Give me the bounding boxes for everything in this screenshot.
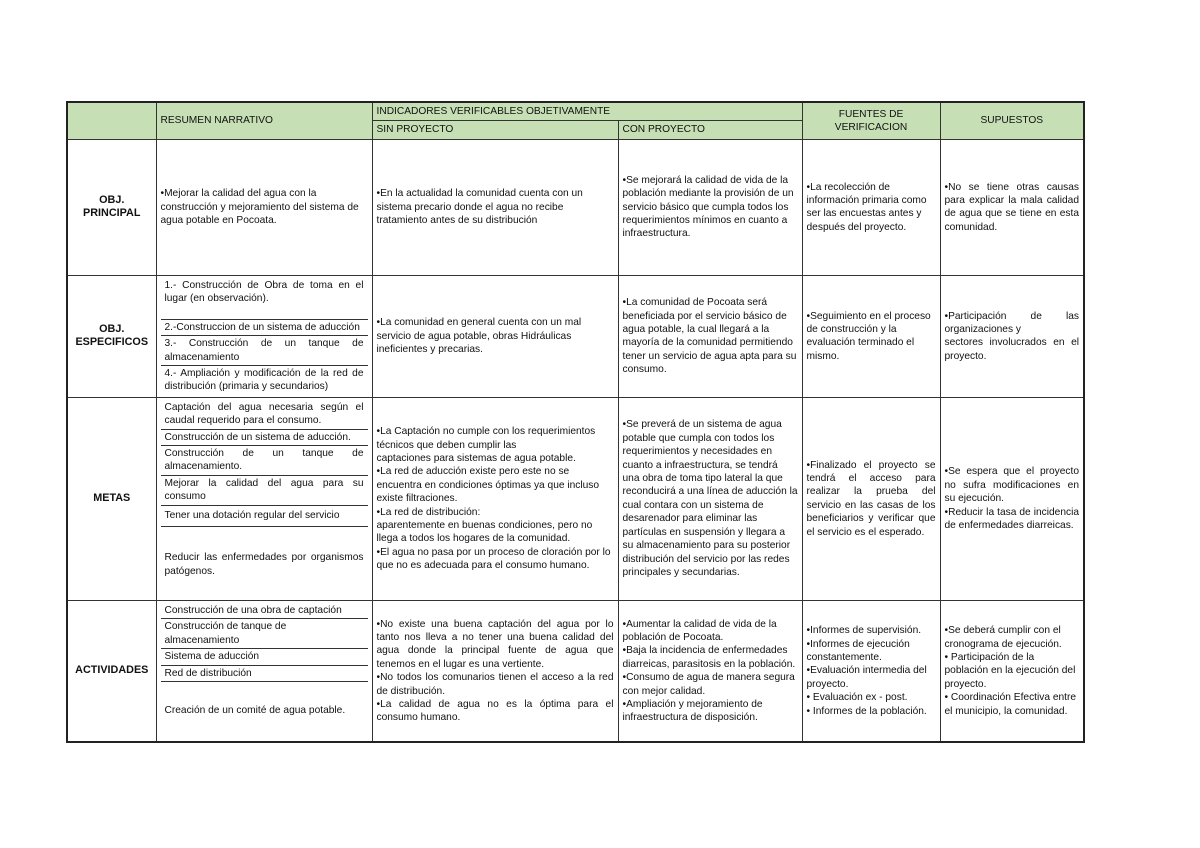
text-line: •No existe una buena captación del agua por lo tanto nos lleva a no tener una buena calidad del agua donde la principal fuente de agua que tenemos en el lugar es una vertiente. bbox=[376, 618, 614, 670]
text-line: •Se espera que el proyecto no sufra modificaciones en su ejecución. bbox=[944, 466, 1080, 505]
list-item: Captación del agua necesaria según el caudal requerido para el consumo. bbox=[161, 400, 368, 430]
text-line: • Informes de la población. bbox=[806, 705, 927, 717]
cell-metas-sin bbox=[372, 397, 618, 600]
list-item: Construcción de tanque de almacenamiento bbox=[161, 619, 368, 649]
text-line: •La Captación no cumple con los requerimientos técnicos que deben cumplir las bbox=[376, 426, 596, 451]
list-item: Construcción de un sistema de aducción. bbox=[161, 430, 368, 446]
text-line: una obra de toma tipo lateral la que reconducirá a una línea de aducción la cual contara con un sistema de desarenador para eliminar las partículas en suspensión y llegara a su almacenamiento para su posterior distribución del servicio por las redes principales y secundarias. bbox=[622, 473, 798, 578]
list-item: 1.- Construcción de Obra de toma en el lugar (en observación). bbox=[161, 278, 368, 320]
list-item: 4.- Ampliación y modificación de la red de distribución (primaria y secundarios) bbox=[164, 368, 364, 393]
list-item: Tener una dotación regular del servicio bbox=[161, 506, 368, 527]
text-line: •Se deberá cumplir con el cronograma de ejecución. bbox=[944, 625, 1062, 650]
row-label-obj-especificos bbox=[67, 275, 156, 397]
list-item: Red de distribución bbox=[161, 666, 368, 682]
row-metas bbox=[67, 397, 1084, 600]
row-label-line: ESPECIFICOS bbox=[75, 336, 149, 349]
text-line: •Participación de las organizaciones y bbox=[944, 310, 1080, 335]
row-actividades bbox=[67, 600, 1084, 742]
cell-actividades-fuentes bbox=[802, 600, 940, 742]
cell-principal-supuestos: •No se tiene otras causas para explicar la mala calidad de agua que se tiene en esta comunidad. bbox=[940, 139, 1084, 275]
text-line: •Informes de ejecución constantemente. bbox=[806, 638, 910, 664]
row-label-line: OBJ. bbox=[99, 322, 125, 335]
text-line: •El agua no pasa por un proceso de cloración por lo que no es adecuada para el consumo humano. bbox=[376, 546, 611, 572]
text-line: •Reducir la tasa de incidencia de enfermedades diarreicas. bbox=[944, 506, 1080, 531]
text-line: •La red de aducción existe pero este no se encuentra en condiciones óptimas ya que incluso existe filtraciones. bbox=[376, 466, 600, 505]
text-line: •Aumentar la calidad de vida de la población de Pocoata. bbox=[622, 618, 777, 643]
list-item: Sistema de aducción bbox=[161, 649, 368, 665]
cell-principal-sin: •En la actualidad la comunidad cuenta con un sistema precario donde el agua no recibe tratamiento antes de su distribución bbox=[372, 139, 618, 275]
row-label-obj-principal: OBJ. PRINCIPAL bbox=[67, 139, 156, 275]
cell-especificos-fuentes: •Seguimiento en el proceso de construcción y la evaluación terminado el mismo. bbox=[802, 275, 940, 397]
list-item: Construcción de una obra de captación bbox=[161, 603, 368, 619]
text-line: •La red de distribución: bbox=[376, 506, 481, 518]
text-line: •Se preverá de un sistema de agua potable que cumpla con todos los requerimientos y necesidades en cuanto a infraestructura, se tendrá bbox=[622, 419, 782, 471]
cell-especificos-con: •La comunidad de Pocoata será beneficiada por el servicio básico de agua potable, la cual llegará a la mayoría de la comunidad permitiendo tener un servicio de agua apta para su consumo. bbox=[618, 275, 802, 397]
cell-principal-resumen: •Mejorar la calidad del agua con la construcción y mejoramiento del sistema de agua potable en Pocoata. bbox=[156, 139, 372, 275]
cell-actividades-resumen bbox=[156, 600, 372, 742]
cell-principal-fuentes: •La recolección de información primaria como ser las encuestas antes y después del proyecto. bbox=[802, 139, 940, 275]
header-sin-proyecto: SIN PROYECTO bbox=[372, 121, 618, 139]
cell-metas-resumen bbox=[156, 397, 372, 600]
text-line: •Ampliación y mejoramiento de infraestructura de disposición. bbox=[622, 698, 763, 724]
text-line: •Evaluación intermedia del proyecto. bbox=[806, 665, 927, 690]
header-supuestos: SUPUESTOS bbox=[940, 102, 1084, 139]
header-indicadores: INDICADORES VERIFICABLES OBJETIVAMENTE bbox=[372, 102, 802, 121]
cell-especificos-sin: •La comunidad en general cuenta con un mal servicio de agua potable, obras Hidráulicas ineficientes y precarias. bbox=[372, 275, 618, 397]
list-item: 3.- Construcción de un tanque de almacenamiento bbox=[161, 336, 368, 366]
text-line: • Participación de la población en la ejecución del proyecto. bbox=[944, 652, 1076, 690]
text-line: •Baja la incidencia de enfermedades diarreicas, parasitosis en la población. bbox=[622, 645, 796, 670]
text-line: •Consumo de agua de manera segura con mejor calidad. bbox=[622, 672, 795, 697]
text-line: captaciones para sistemas de agua potable. bbox=[376, 452, 576, 464]
row-obj-especificos bbox=[67, 275, 1084, 397]
text-line: • Evaluación ex - post. bbox=[806, 692, 908, 704]
list-item: Construcción de un tanque de almacenamiento. bbox=[161, 446, 368, 476]
text-line: aparentemente en buenas condiciones, pero no llega a todos los hogares de la comunidad. bbox=[376, 519, 593, 545]
cell-especificos-resumen bbox=[156, 275, 372, 397]
cell-actividades-con bbox=[618, 600, 802, 742]
row-label-actividades: ACTIVIDADES bbox=[67, 600, 156, 742]
cell-metas-supuestos bbox=[940, 397, 1084, 600]
cell-principal-con: •Se mejorará la calidad de vida de la población mediante la provisión de un servicio básico que cumpla todos los requerimientos mínimos en cuanto a infraestructura. bbox=[618, 139, 802, 275]
text-line: •Informes de supervisión. bbox=[806, 625, 922, 637]
cell-metas-con bbox=[618, 397, 802, 600]
cell-actividades-sin bbox=[372, 600, 618, 742]
text-line: •No todos los comunarios tienen el acceso a la red de distribución. bbox=[376, 672, 614, 697]
list-item: Creación de un comité de agua potable. bbox=[164, 704, 346, 716]
header-empty-cell bbox=[67, 102, 156, 139]
text-line: sectores involucrados en el proyecto. bbox=[944, 337, 1080, 362]
marco-logico-table bbox=[66, 101, 1085, 743]
list-item: Mejorar la calidad del agua para su consumo bbox=[161, 476, 368, 506]
header-con-proyecto: CON PROYECTO bbox=[618, 121, 802, 139]
header-resumen: RESUMEN NARRATIVO bbox=[156, 102, 372, 139]
row-obj-principal bbox=[67, 139, 1084, 275]
header-fuentes: FUENTES DE VERIFICACION bbox=[802, 102, 940, 139]
cell-actividades-supuestos bbox=[940, 600, 1084, 742]
text-line: •La calidad de agua no es la óptima para el consumo humano. bbox=[376, 698, 614, 724]
list-item: Reducir las enfermedades por organismos patógenos. bbox=[164, 552, 364, 577]
cell-metas-fuentes: •Finalizado el proyecto se tendrá el acceso para realizar la prueba del servicio en las casas de los beneficiarios y verificar que el servicio es el esperado. bbox=[802, 397, 940, 600]
cell-especificos-supuestos bbox=[940, 275, 1084, 397]
row-label-metas: METAS bbox=[67, 397, 156, 600]
text-line: • Coordinación Efectiva entre el municipio, la comunidad. bbox=[944, 692, 1077, 717]
list-item: 2.-Construccion de un sistema de aducción bbox=[161, 320, 368, 336]
